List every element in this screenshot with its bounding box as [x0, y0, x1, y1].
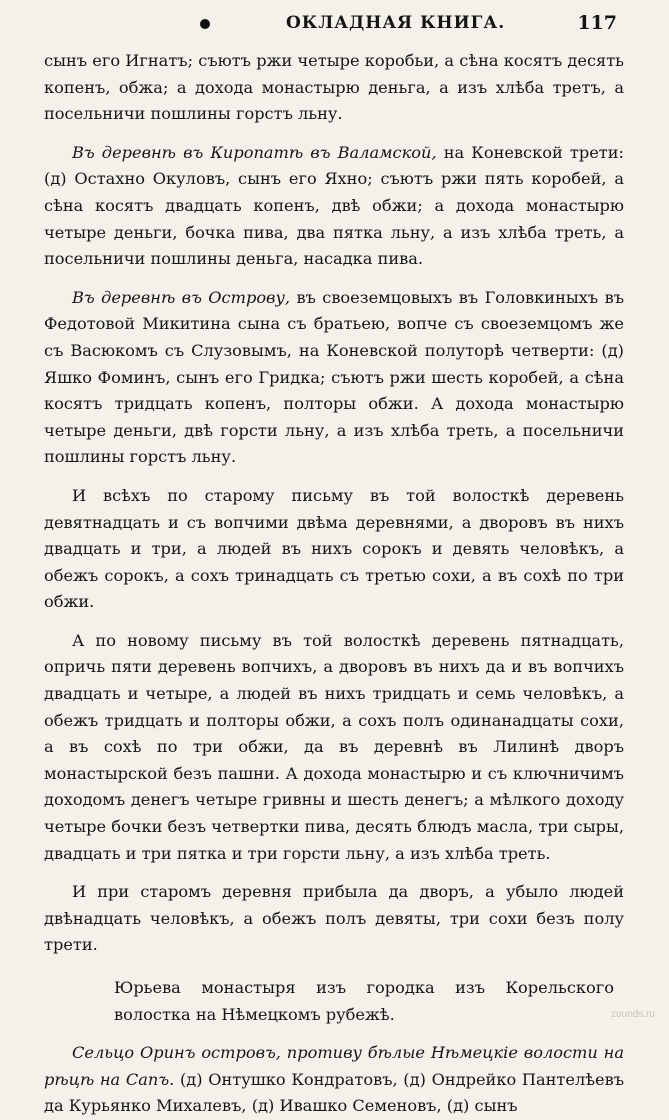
watermark-text: zounds.ru — [611, 1009, 655, 1020]
section-heading: Юрьева монастыря изъ городка изъ Корельского волостка на Нѣмецкомъ рубежѣ. — [114, 978, 614, 1024]
paragraph-5-text: А по новому письму въ той волосткѣ деревень пятнадцать, опричь пяти деревень вопчихъ, а дворовъ въ нихъ да и въ вопчихъ двадцать и четыре, а людей въ нихъ тридцать и семь человѣкъ, а обежъ тридцать и полторы обжи, а сохъ полъ одинанадцаты сохи, а въ сохѣ по три обжи, да въ деревнѣ въ Лилинѣ дворъ монастырской безъ пашни. А дохода монастырю и съ ключничимъ доходомъ денегъ четыре гривны и шесть денегъ; а мѣлкого доходу четыре бочки безъ четвертки пива, десять блюдъ масла, три сыры, двадцать и три пятка и три горсти льну, а изъ хлѣба треть. — [44, 630, 624, 863]
paragraph-2 — [44, 140, 624, 273]
paragraph-7-lead: Сельцо Оринъ островъ, противу бѣлые Нѣмецкіе волости на рѣцѣ на Сапъ. — [44, 1043, 624, 1089]
header-ornament-dot — [200, 19, 210, 29]
paragraph-7-text: (д) Онтушко Кондратовъ, (д) Ондрейко Пантелѣевъ да Курьянко Михалевъ, (д) Ивашко Семеновъ, (д) сынъ — [44, 1069, 624, 1116]
paragraph-6 — [44, 879, 624, 959]
running-header — [40, 13, 617, 43]
paragraph-4 — [44, 483, 624, 616]
paragraph-6-text: И при старомъ деревня прибыла да дворъ, а убыло людей двѣнадцать человѣкъ, а обежъ полъ девяты, три сохи безъ полу трети. — [44, 882, 624, 955]
paragraph-2-text: на Коневской трети: (д) Остахно Окуловъ, сынъ его Яхно; съютъ ржи пять коробей, а сѣна косятъ двадцать копенъ, двѣ обжи; а дохода монастырю четыре деньги, бочка пива, два пятка льну, а изъ хлѣба треть, а посельничи пошлины деньга, насадка пива. — [44, 142, 624, 269]
paragraph-3 — [44, 285, 624, 471]
paragraph-1-text: сынъ его Игнатъ; съютъ ржи четыре коробьи, а сѣна косятъ десять копенъ, обжа; а дохода монастырю деньга, а изъ хлѣба третъ, а посельничи пошлины горстъ льну. — [44, 51, 624, 124]
paragraph-2-lead: Въ деревнѣ въ Киропатѣ въ Валамской, — [72, 142, 437, 162]
paragraph-7 — [44, 1040, 624, 1120]
paragraph-1 — [44, 48, 624, 128]
paragraph-5 — [44, 628, 624, 867]
header-title: ОКЛАДНАЯ КНИГА. — [286, 13, 506, 33]
page-number: 117 — [577, 12, 617, 34]
paragraph-3-lead: Въ деревнѣ въ Острову, — [72, 287, 291, 307]
paragraph-4-text: И всѣхъ по старому письму въ той волосткѣ деревень девятнадцать и съ вопчими двѣма деревнями, а дворовъ въ нихъ двадцать и три, а людей въ нихъ сорокъ и девять человѣкъ, а обежъ сорокъ, а сохъ тринадцать съ третью сохи, а въ сохѣ по три обжи. — [44, 485, 624, 612]
paragraph-3-text: въ своеземцовыхъ въ Головкиныхъ въ Федотовой Микитина сына съ братьею, вопче съ своеземцомъ же съ Васюкомъ съ Слузовымъ, на Коневской полуторѣ четверти: (д) Яшко Фоминъ, сынъ его Гридка; съютъ ржи шесть коробей, а сѣна косятъ тридцать копенъ, полторы обжи. А дохода монастырю четыре деньги, двѣ горсти льну, а изъ хлѣба треть, а посельничи пошлины горстъ льну. — [44, 287, 625, 467]
body-text — [44, 48, 624, 1120]
